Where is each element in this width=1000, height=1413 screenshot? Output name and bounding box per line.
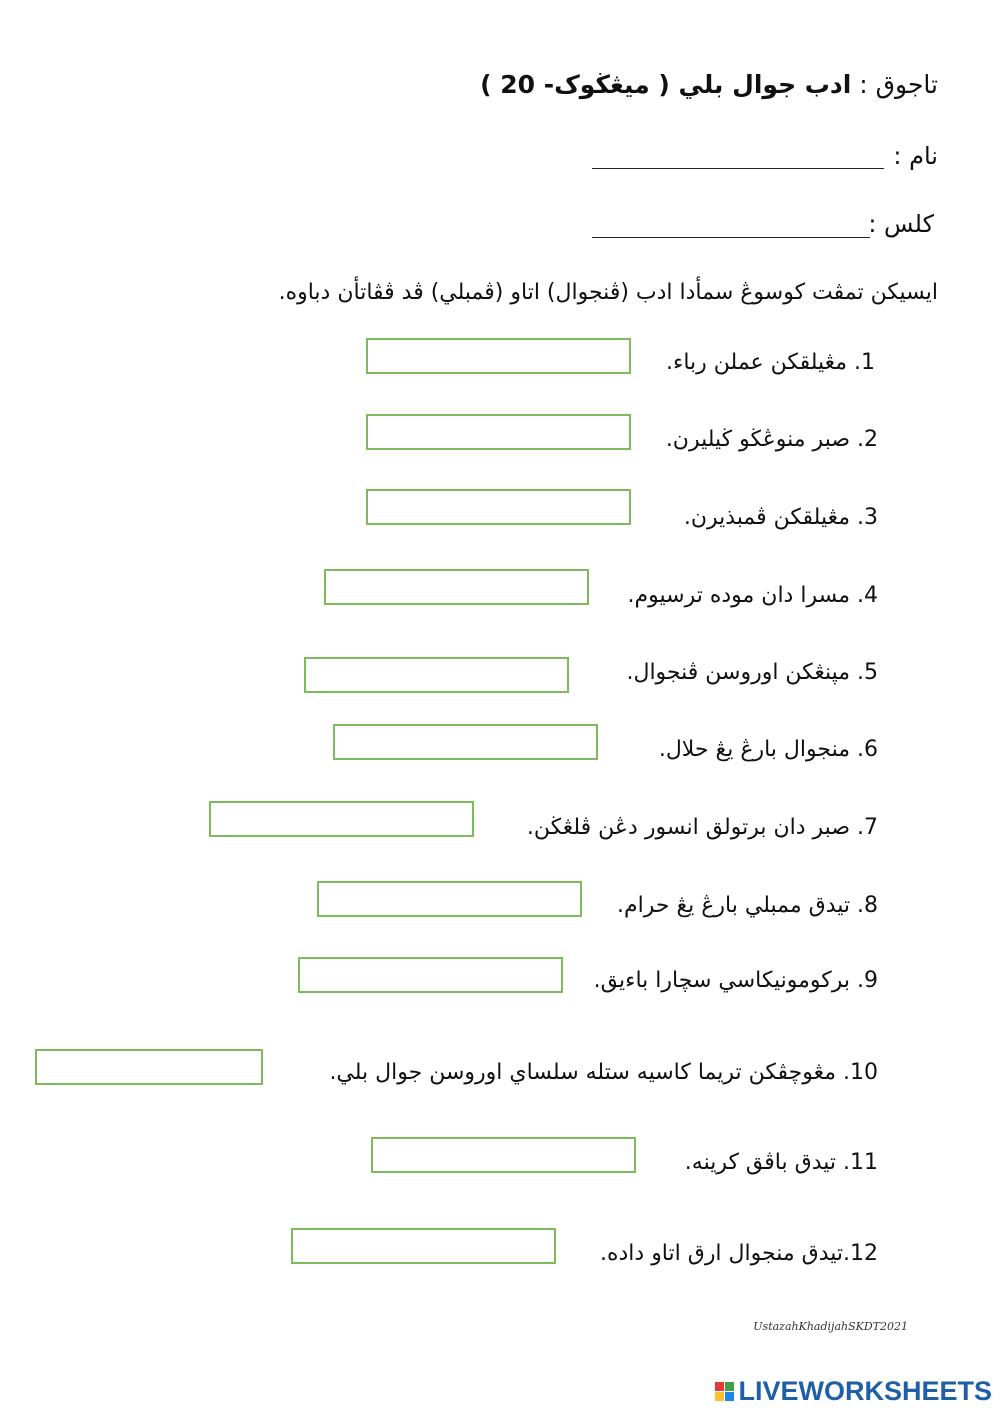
answer-box-11[interactable]: [371, 1137, 636, 1173]
answer-box-1[interactable]: [366, 338, 631, 374]
question-2-label: 2. صبر منوڠڬو ڬيليرن.: [665, 427, 878, 452]
question-10-label: 10. مڠوچڤکن تريما کاسيه ستله سلساي اوروسن جوال بلي.: [329, 1060, 878, 1085]
name-label: نام :: [893, 142, 938, 170]
question-8-label: 8. تيدق ممبلي بارڠ يڠ حرام.: [617, 893, 878, 918]
answer-box-6[interactable]: [333, 724, 598, 760]
answer-box-12[interactable]: [291, 1228, 556, 1264]
question-9-label: 9. برکومونيکاسي سچارا باءيق.: [593, 968, 878, 993]
question-6-label: 6. منجوال بارڠ يڠ حلال.: [658, 737, 878, 762]
author-signature: UstazahKhadijahSKDT2021: [753, 1320, 908, 1333]
question-11-label: 11. تيدق باڤق کرينه.: [684, 1150, 878, 1175]
class-label: کلس :: [868, 210, 934, 238]
liveworksheets-logo-icon: [715, 1382, 734, 1401]
answer-box-10[interactable]: [35, 1049, 263, 1085]
title-prefix: تاجوق :: [859, 70, 938, 99]
class-blank-line[interactable]: [592, 237, 870, 238]
question-1-label: 1. مڠيلقکن عملن رباء.: [666, 350, 875, 375]
question-4-label: 4. مسرا دان موده ترسيوم.: [627, 583, 878, 608]
answer-box-4[interactable]: [324, 569, 589, 605]
title-main: ادب جوال بلي ( ميڠڬوک- 20 ): [480, 70, 852, 99]
question-3-label: 3. مڠيلقکن ڤمبذيرن.: [683, 505, 878, 530]
question-5-label: 5. مپنڠکن اوروسن ڤنجوال.: [626, 660, 878, 685]
name-blank-line[interactable]: [592, 168, 884, 169]
answer-box-9[interactable]: [298, 957, 563, 993]
instruction-text: ايسيکن تمڤت کوسوڠ سمأدا ادب (ڤنجوال) اتاو (ڤمبلي) ڤد ڤڤاتأن دباوه.: [278, 280, 938, 305]
answer-box-7[interactable]: [209, 801, 474, 837]
liveworksheets-brand[interactable]: [715, 1376, 992, 1407]
question-7-label: 7. صبر دان برتولق انسور دڠن ڤلڠڬن.: [526, 815, 878, 840]
answer-box-3[interactable]: [366, 489, 631, 525]
answer-box-2[interactable]: [366, 414, 631, 450]
answer-box-8[interactable]: [317, 881, 582, 917]
worksheet-title: [480, 70, 938, 99]
question-12-label: 12.تيدق منجوال ارق اتاو داده.: [599, 1241, 878, 1266]
brand-name: LIVEWORKSHEETS: [738, 1376, 992, 1406]
answer-box-5[interactable]: [304, 657, 569, 693]
